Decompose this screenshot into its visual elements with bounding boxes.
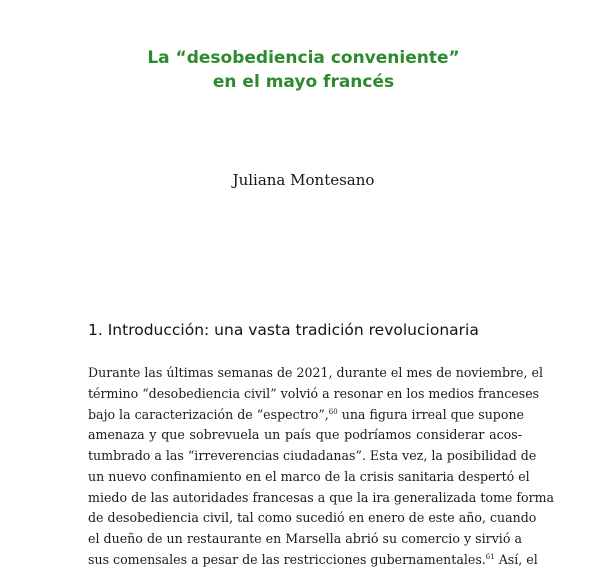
paragraph-line (88, 405, 525, 426)
footnote-marker-60[interactable]: 60 (328, 407, 338, 416)
paragraph-line (88, 550, 538, 571)
paragraph-text: sus comensales a pesar de las restricciones gubernamentales. (88, 551, 486, 567)
paragraph-text: Así, el (494, 551, 538, 567)
paragraph-text: bajo la caracterización de “espectro”, (88, 406, 329, 422)
author-name: Juliana Montesano (232, 171, 375, 189)
paragraph-line: Durante las últimas semanas de 2021, durante el mes de noviembre, el (88, 365, 543, 380)
paragraph-line: un nuevo confinamiento en el marco de la crisis sanitaria despertó el (88, 468, 530, 484)
article-title (0, 46, 607, 94)
paragraph-line: término “desobediencia civil” volvió a resonar en los medios franceses (88, 385, 540, 401)
paragraph-line: amenaza y que sobrevuela un país que podríamos considerar acos- (88, 427, 522, 443)
paragraph-line: el dueño de un restaurante en Marsella abrió su comercio y sirvió a (88, 531, 522, 546)
paragraph-line: de desobediencia civil, tal como sucedió en enero de este año, cuando (88, 510, 537, 526)
paragraph-line: miedo de las autoridades francesas a que la ira generalizada tome forma (88, 489, 555, 505)
paragraph-line: tumbrado a las “irreverencias ciudadanas”. Esta vez, la posibilidad de (88, 448, 537, 463)
footnote-marker-61[interactable]: 61 (485, 552, 495, 561)
paragraph-text: una figura irreal que supone (337, 406, 525, 422)
title-line-1: La “desobediencia conveniente” (147, 48, 460, 68)
title-line-2: en el mayo francés (212, 72, 395, 92)
body-paragraph (88, 363, 555, 571)
section-heading: 1. Introducción: una vasta tradición revolucionaria (88, 321, 479, 339)
